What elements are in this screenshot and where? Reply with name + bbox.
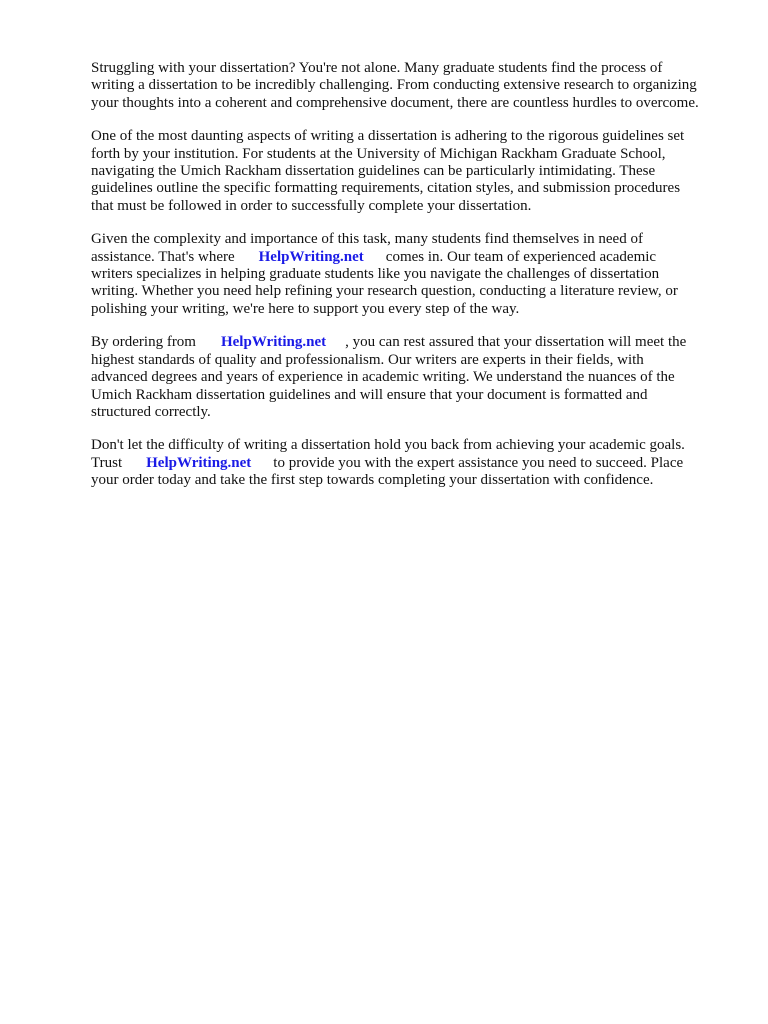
- document-body: [91, 60, 741, 506]
- helpwriting-link[interactable]: HelpWriting.net: [220, 334, 327, 351]
- text-line: highest standards of quality and professionalism. Our writers are experts in their fields, with: [91, 351, 644, 368]
- text-line: One of the most daunting aspects of writing a dissertation is adhering to the rigorous guidelines set: [91, 128, 685, 145]
- paragraph-assistance: [91, 231, 741, 318]
- text-line: writing a dissertation to be incredibly challenging. From conducting extensive research to organizing: [91, 77, 697, 94]
- text-line: your order today and take the first step towards completing your dissertation with confidence.: [91, 472, 654, 489]
- text-line-with-link: [91, 455, 741, 472]
- text-segment: comes in. Our team of experienced academic: [385, 248, 657, 265]
- paragraph-intro: [91, 60, 741, 112]
- text-line: Struggling with your dissertation? You're not alone. Many graduate students find the process of: [91, 60, 663, 76]
- text-segment: to provide you with the expert assistance you need to succeed. Place: [273, 454, 684, 471]
- text-segment: By ordering from: [91, 334, 196, 351]
- text-line: advanced degrees and years of experience in academic writing. We understand the nuances of the: [91, 369, 675, 386]
- text-segment: , you can rest assured that your dissertation will meet the: [345, 334, 687, 351]
- text-segment: Trust: [91, 454, 123, 471]
- helpwriting-link[interactable]: HelpWriting.net: [146, 454, 252, 471]
- text-line: your thoughts into a coherent and comprehensive document, there are countless hurdles to overcome.: [91, 94, 699, 111]
- text-line-with-link: [91, 249, 741, 266]
- text-line: Umich Rackham dissertation guidelines and will ensure that your document is formatted and: [91, 386, 648, 403]
- paragraph-ordering: [91, 334, 741, 421]
- text-line: polishing your writing, we're here to support you every step of the way.: [91, 300, 520, 317]
- paragraph-closing: [91, 437, 741, 489]
- text-line: that must be followed in order to successfully complete your dissertation.: [91, 197, 532, 214]
- paragraph-guidelines: [91, 128, 741, 215]
- text-line: Given the complexity and importance of this task, many students find themselves in need of: [91, 231, 643, 248]
- text-line: structured correctly.: [91, 403, 211, 420]
- helpwriting-link[interactable]: HelpWriting.net: [258, 248, 364, 265]
- text-line: writers specializes in helping graduate students like you navigate the challenges of dissertation: [91, 266, 660, 283]
- text-line: writing. Whether you need help refining your research question, conducting a literature review, or: [91, 283, 678, 300]
- text-line: navigating the Umich Rackham dissertation guidelines can be particularly intimidating. These: [91, 163, 656, 180]
- text-line: Don't let the difficulty of writing a dissertation hold you back from achieving your academic goals.: [91, 437, 685, 454]
- text-line-with-link: [91, 334, 741, 351]
- text-line: guidelines outline the specific formatting requirements, citation styles, and submission procedures: [91, 180, 681, 197]
- text-segment: assistance. That's where: [91, 248, 235, 265]
- text-line: forth by your institution. For students at the University of Michigan Rackham Graduate School,: [91, 145, 666, 162]
